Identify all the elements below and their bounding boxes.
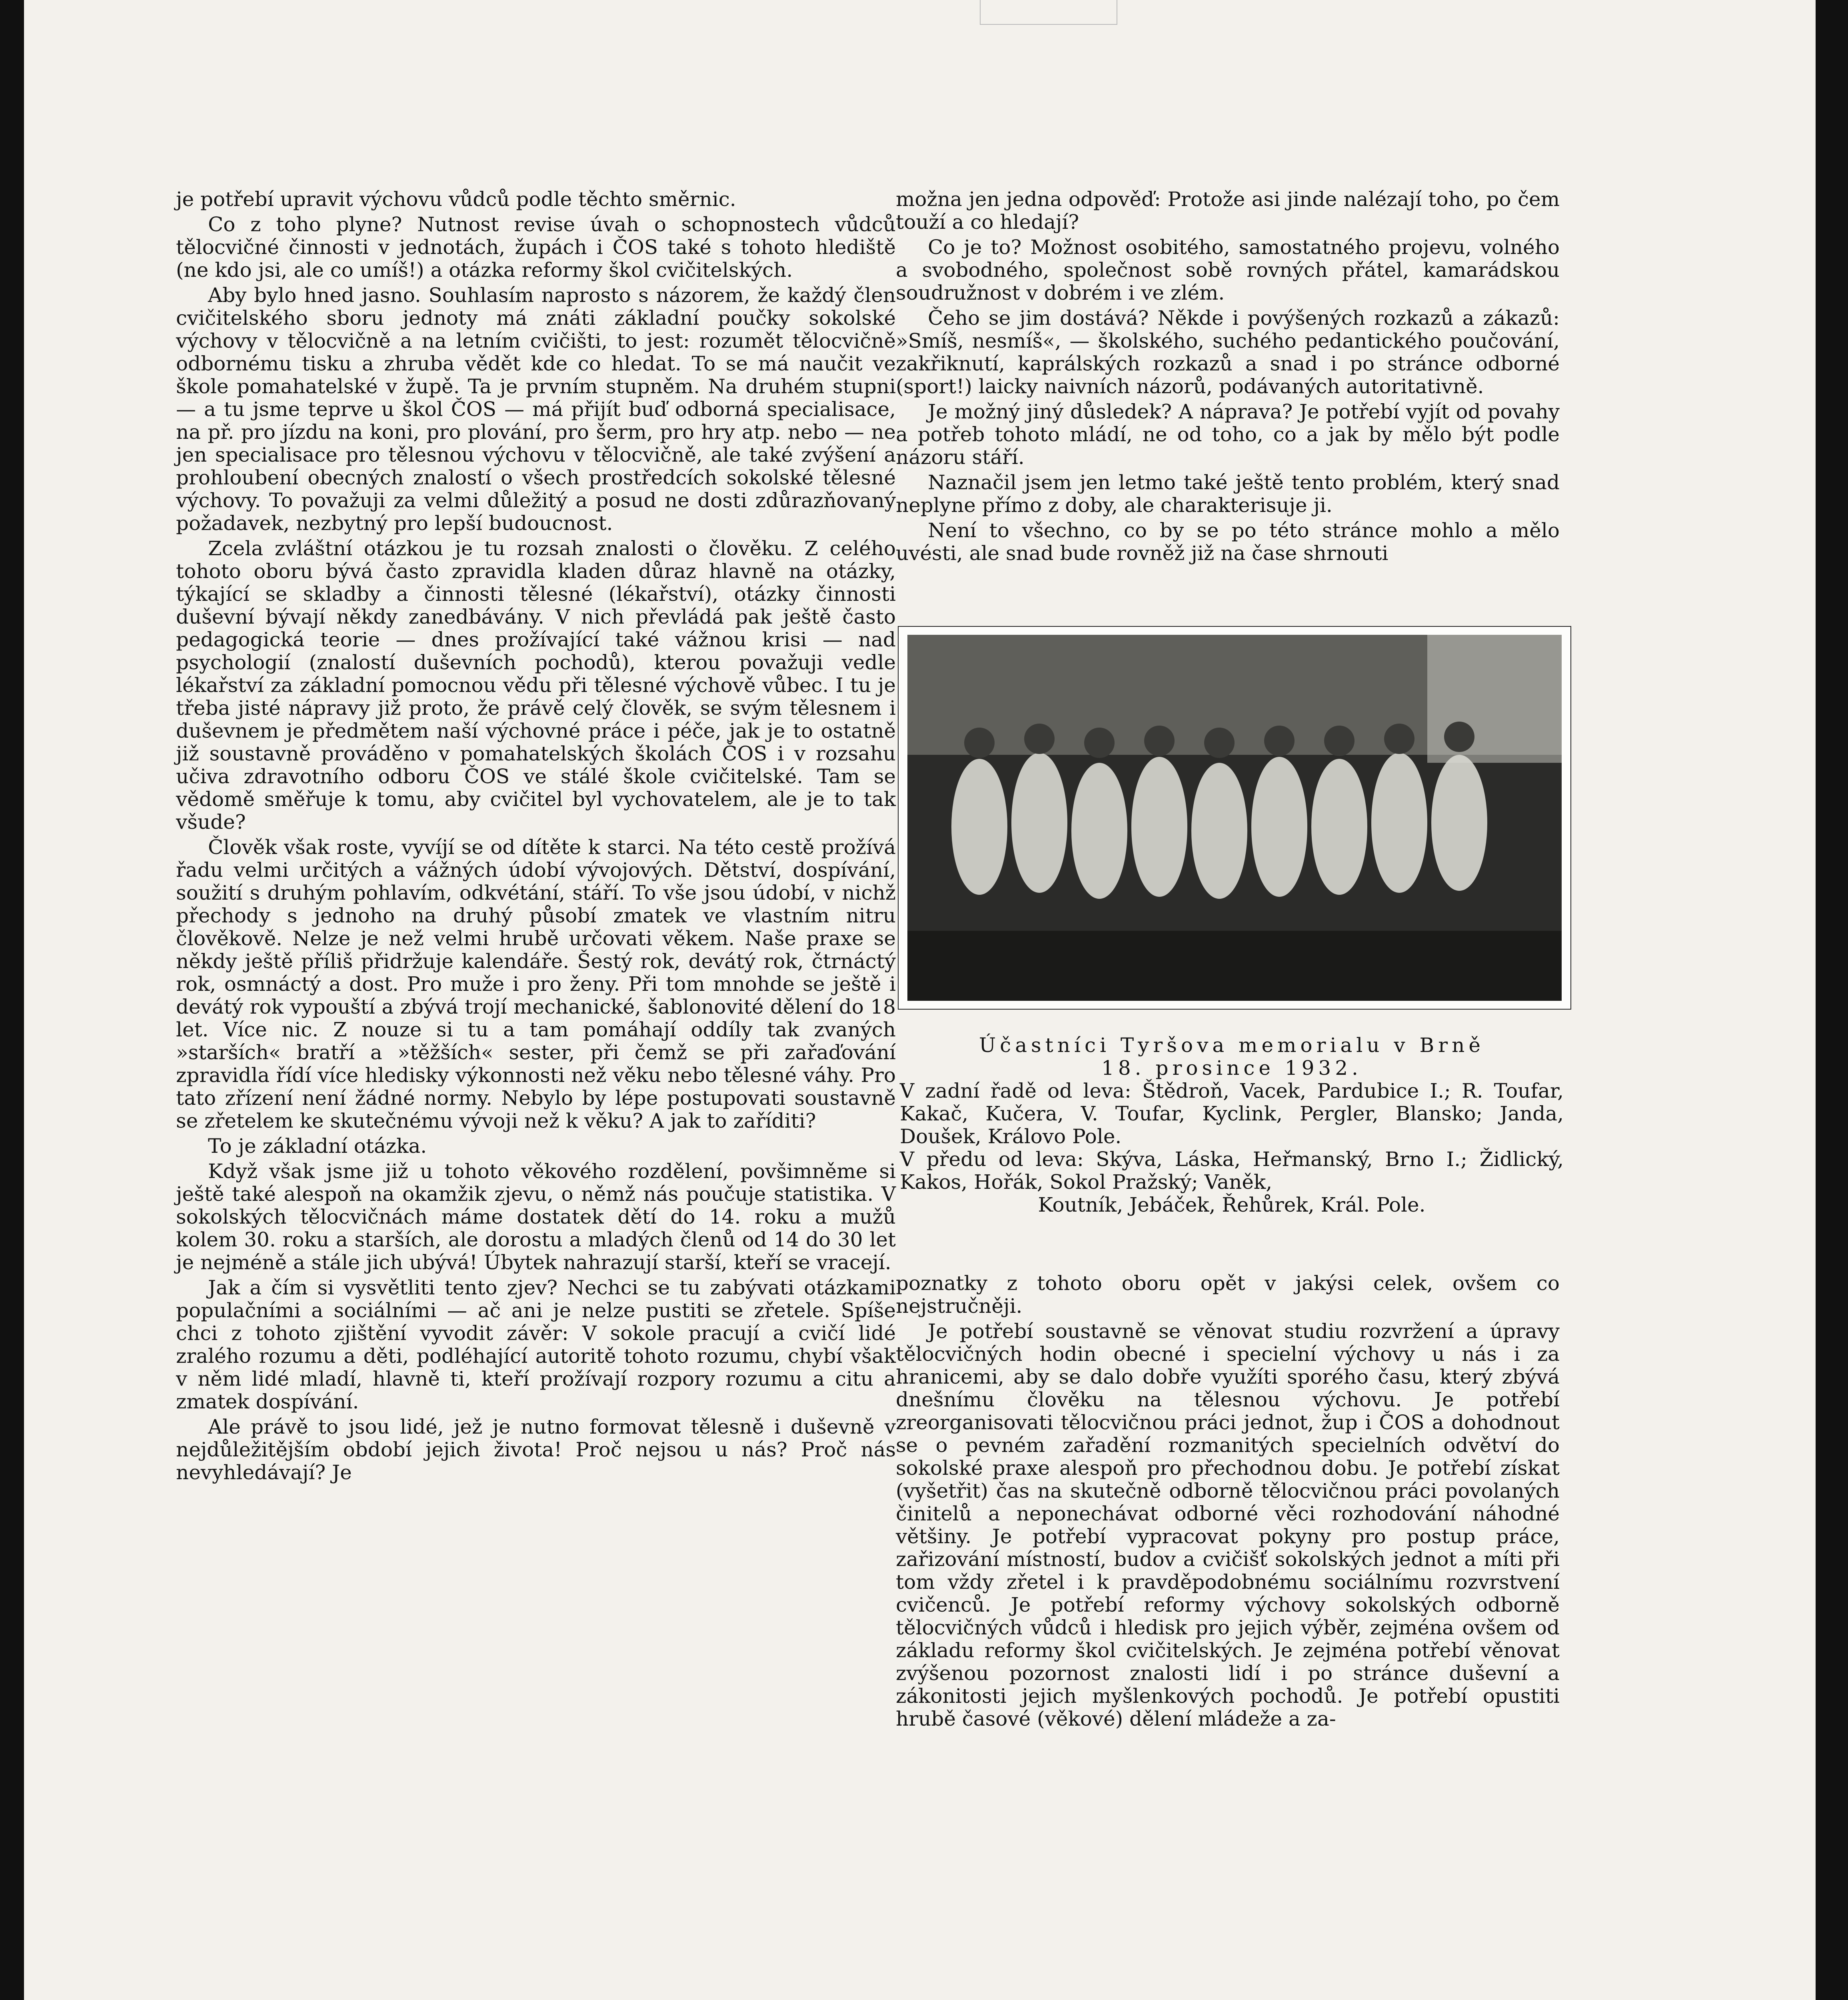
right-text-column-bottom [896,1272,1560,1733]
paragraph: To je základní otázka. [208,1134,427,1158]
paragraph: možna jen jedna odpověď: Protože asi jinde nalézají toho, po čem touží a co hledají? [896,188,1560,234]
library-stamp [980,0,1117,25]
paragraph: poznatky z tohoto oboru opět v jakýsi celek, ovšem co nejstručněji. [896,1272,1560,1318]
paragraph: Čeho se jim dostává? Někde i povýšených rozkazů a zákazů: »Smíš, nesmíš«, — školského, suchého pedantického poučování, zakřiknutí, kaprálských rozkazů a snad i po stránce odborné (sport!) laicky naivních názorů, podávaných autoritativně. [896,306,1560,398]
paragraph: Člověk však roste, vyvíjí se od dítěte k starci. Na této cestě prožívá řadu velmi určitých a vážných údobí vývojových. Dětství, dospívání, soužití s druhým pohlavím, odkvétání, stáří. To vše jsou údobí, v nichž přechody s jednoho na druhý působí zmatek ve vlastním nitru člověkově. Nelze je než velmi hrubě určovati věkem. Naše praxe se někdy ještě příliš přidržuje kalendáře. Šestý rok, devátý rok, čtrnáctý rok, osmnáctý a dost. Pro muže i pro ženy. Při tom mnohde se ještě i devátý rok vypouští a zbývá trojí mechanické, šablonovité dělení do 18 let. Více nic. Z nouze si tu a tam pomáhají oddíly tak zvaných »starších« bratří a »těžších« sester, při čemž se při zařaďování zpravidla řídí více hledisky výkonnosti než věku nebo tělesné váhy. Pro tato zřízení není žádné normy. Nebylo by lépe postupovati soustavně se zřetelem ke skutečnému vývoji než k věku? A jak to zaříditi? [176,836,896,1132]
right-text-column-top [896,188,1560,567]
paragraph: Aby bylo hned jasno. Souhlasím naprosto s názorem, že každý člen cvičitelského sboru jednoty má znáti základní poučky sokolské výchovy v tělocvičně a na letním cvičišti, to jest: rozumět tělocvičně odbornému tisku a zhruba vědět kde co hledat. To se má naučit ve škole pomahatelské v župě. Ta je prvním stupněm. Na druhém stupni — a tu jsme teprve u škol ČOS — má přijít buď odborná specialisace, na př. pro jízdu na koni, pro plování, pro šerm, pro hry atp. nebo — ne jen specialisace pro tělesnou výchovu v tělocvičně, ale také zvýšení a prohloubení obecných znalostí o všech prostředcích sokolské tělesné výchovy. To považuji za velmi důležitý a posud ne dosti zdůrazňovaný požadavek, nezbytný pro lepší budoucnost. [176,284,896,535]
photo-caption [900,1034,1564,1216]
caption-back-row: V zadní řadě od leva: Štědroň, Vacek, Pardubice I.; R. Toufar, Kakač, Kučera, V. Toufar, Kyclink, Pergler, Blansko; Janda, Doušek, Královo Pole. [900,1079,1564,1148]
paragraph: Zcela zvláštní otázkou je tu rozsah znalosti o člověku. Z celého tohoto oboru bývá často zpravidla kladen důraz hlavně na otázky, týkající se skladby a činnosti tělesné (lékařství), otázky činnosti duševní bývají někdy zanedbávány. V nich převládá pak ještě často pedagogická teorie — dnes prožívající také vážnou krisi — nad psychologií (znalostí duševních pochodů), kterou považuji vedle lékařství za základní pomocnou vědu při tělesné výchově vůbec. I tu je třeba jisté nápravy již proto, že právě celý člověk, se svým tělesnem i duševnem je předmětem naší výchovné práce i péče, jak je to ostatně již soustavně prováděno v pomahatelských školách ČOS i v rozsahu učiva zdravotního odboru ČOS ve stálé škole cvičitelské. Tam se vědomě směřuje k tomu, aby cvičitel byl vychovatelem, ale je to tak všude? [176,537,896,834]
paragraph: Je potřebí soustavně se věnovat studiu rozvržení a úpravy tělocvičných hodin obecné i specielní výchovy u nás i za hranicemi, aby se dalo dobře využíti sporého času, který zbývá dnešnímu člověku na tělesnou výchovu. Je potřebí zreorganisovati tělocvičnou práci jednot, žup i ČOS a dohodnout se o pevném zařadění rozmanitých specielních odvětví do sokolské praxe alespoň pro přechodnou dobu. Je potřebí získat (vyšetřit) čas na skutečně odborně tělocvičnou práci povolaných činitelů a neponechávat odborné věci rozhodování náhodné většiny. Je potřebí vypracovat pokyny pro postup práce, zařizování místností, budov a cvičišť sokolských jednot a míti při tom vždy zřetel i k pravděpodobnému sociálnímu rozvrstvení cvičenců. Je potřebí reformy výchovy sokolských odborně tělocvičných vůdců i hledisk pro jejich výběr, zejména ovšem od základu reformy škol cvičitelských. Je zejména potřebí věnovat zvýšenou pozornost znalosti lidí i po stránce duševní a zákonitosti jejich myšlenkových pochodů. Je potřebí opustiti hrubě časové (věkové) dělení mládeže a za- [896,1320,1560,1730]
paragraph: Co z toho plyne? Nutnost revise úvah o schopnostech vůdců tělocvičné činnosti v jednotách, župách i ČOS také s tohoto hlediště (ne kdo jsi, ale co umíš!) a otázka reformy škol cvičitelských. [176,213,896,282]
paragraph: Je možný jiný důsledek? A náprava? Je potřebí vyjít od povahy a potřeb tohoto mládí, ne od toho, co a jak by mělo být podle názoru stáří. [896,400,1560,469]
paragraph: Naznačil jsem jen letmo také ještě tento problém, který snad neplyne přímo z doby, ale charakterisuje ji. [896,471,1560,517]
fencers-photo-frame [898,626,1571,1010]
paragraph: Není to všechno, co by se po této stránce mohlo a mělo uvésti, ale snad bude rovněž již na čase shrnouti [896,519,1560,565]
fencers-group-photo [907,635,1562,1001]
magazine-page [24,0,1816,2000]
caption-front-row: V předu od leva: Skýva, Láska, Heřmanský, Brno I.; Židlický, Kakos, Hořák, Sokol Pražský; Vaněk, [900,1148,1564,1194]
left-text-column [176,188,896,1486]
caption-front-row-end: Koutník, Jebáček, Řehůrek, Král. Pole. [1038,1193,1426,1216]
caption-date: 18. prosince 1932. [1101,1056,1362,1080]
paragraph: je potřebí upravit výchovu vůdců podle těchto směrnic. [176,188,736,211]
paragraph: Ale právě to jsou lidé, jež je nutno formovat tělesně i duševně v nejdůležitějším období jejich života! Proč nejsou u nás? Proč nás nevyhledávají? Je [176,1415,896,1484]
paragraph: Když však jsme již u tohoto věkového rozdělení, povšimněme si ještě také alespoň na okamžik zjevu, o němž nás poučuje statistika. V sokolských tělocvičnách máme dostatek dětí do 14. roku a mužů kolem 30. roku a starších, ale dorostu a mladých členů od 14 do 30 let je nejméně a stále jich ubývá! Úbytek nahrazují starší, kteří se vracejí. [176,1160,896,1274]
paragraph: Jak a čím si vysvětliti tento zjev? Nechci se tu zabývati otázkami populačními a sociálními — ač ani je nelze pustiti se zřetele. Spíše chci z tohoto zjištění vyvodit závěr: V sokole pracují a cvičí lidé zralého rozumu a děti, podléhající autoritě tohoto rozumu, chybí však v něm lidé mladí, hlavně ti, kteří prožívají rozpory rozumu a citu a zmatek dospívání. [176,1276,896,1413]
caption-title: Účastníci Tyršova memorialu v Brně [979,1034,1484,1057]
paragraph: Co je to? Možnost osobitého, samostatného projevu, volného a svobodného, společnost sobě rovných přátel, kamarádskou soudružnost v dobrém i ve zlém. [896,236,1560,304]
